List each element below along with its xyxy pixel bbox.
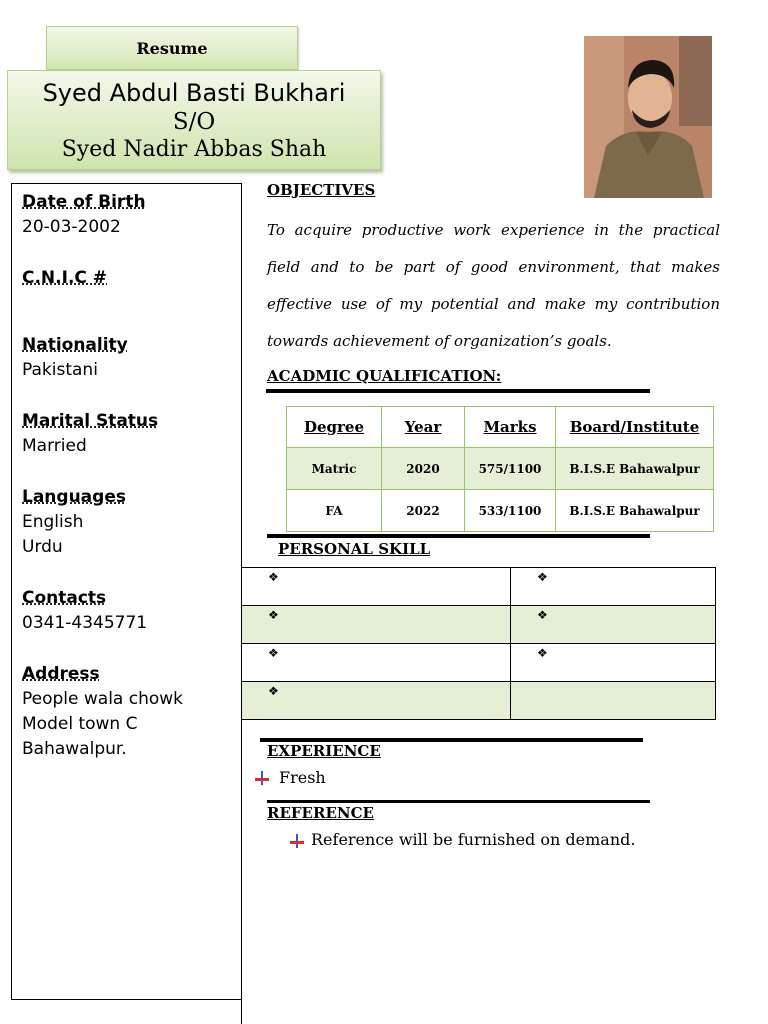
table-cell: B.I.S.E Bahawalpur (556, 490, 714, 532)
nationality-value: Pakistani (22, 360, 98, 380)
language-item: English (22, 512, 84, 532)
person-photo-icon (584, 36, 712, 198)
qualification-title: ACADMIC QUALIFICATION: (267, 367, 502, 385)
experience-text: Fresh (279, 768, 326, 787)
languages-label: Languages (22, 487, 126, 507)
table-cell: Matric (287, 448, 382, 490)
reference-divider (267, 800, 650, 803)
table-header: Degree (287, 407, 382, 448)
father-name: Syed Nadir Abbas Shah (61, 137, 327, 162)
arrow-bullet-icon (255, 771, 269, 785)
reference-text: Reference will be furnished on demand. (311, 830, 636, 849)
contacts-label: Contacts (22, 588, 107, 608)
table-cell: 2020 (382, 448, 465, 490)
contacts-value: 0341-4345771 (22, 613, 148, 633)
reference-item (290, 830, 635, 849)
experience-title: EXPERIENCE (267, 742, 381, 760)
skills-divider (267, 534, 650, 538)
profile-photo (584, 36, 712, 198)
table-row (287, 490, 714, 532)
sidebar-divider (241, 999, 242, 1024)
table-cell: FA (287, 490, 382, 532)
reference-title: REFERENCE (267, 804, 374, 822)
table-cell: 533/1100 (465, 490, 556, 532)
dob-label: Date of Birth (22, 192, 146, 212)
dob-value: 20-03-2002 (22, 217, 121, 237)
objectives-text: To acquire productive work experience in the practical field and to be part of good environment, that makes effective use of my potential and make my contribution towards achievement of organization’s goals. (267, 221, 720, 350)
cnic-label: C.N.I.C # (22, 268, 108, 288)
language-item: Urdu (22, 537, 63, 557)
name-banner (7, 70, 381, 170)
marital-label: Marital Status (22, 411, 159, 431)
address-line: Bahawalpur. (22, 739, 127, 759)
arrow-bullet-icon (290, 834, 301, 845)
table-header: Marks (465, 407, 556, 448)
resume-label: Resume (136, 38, 208, 58)
address-line: Model town C (22, 714, 138, 734)
marital-value: Married (22, 436, 87, 456)
skill-bullet: ❖ (511, 644, 716, 682)
objectives-title: OBJECTIVES (267, 181, 376, 199)
table-header: Board/Institute (556, 407, 714, 448)
nationality-label: Nationality (22, 335, 128, 355)
table-header: Year (382, 407, 465, 448)
skill-bullet: ❖ (242, 568, 511, 606)
resume-tab (46, 26, 298, 70)
qualification-table (286, 406, 714, 532)
skill-cell-empty (511, 682, 716, 720)
experience-item (255, 768, 326, 787)
table-row (287, 448, 714, 490)
address-line: People wala chowk (22, 689, 184, 709)
skill-bullet: ❖ (511, 568, 716, 606)
address-label: Address (22, 664, 100, 684)
skill-bullet: ❖ (242, 606, 511, 644)
personal-info-sidebar (11, 183, 242, 1000)
table-cell: B.I.S.E Bahawalpur (556, 448, 714, 490)
relation-label: S/O (172, 109, 216, 135)
candidate-name: Syed Abdul Basti Bukhari (42, 79, 346, 107)
skill-bullet: ❖ (242, 682, 511, 720)
qualification-divider (266, 389, 650, 393)
table-cell: 575/1100 (465, 448, 556, 490)
skill-bullet: ❖ (511, 606, 716, 644)
skills-title: PERSONAL SKILL (278, 540, 431, 558)
table-cell: 2022 (382, 490, 465, 532)
skill-bullet: ❖ (242, 644, 511, 682)
skills-table (241, 567, 716, 720)
